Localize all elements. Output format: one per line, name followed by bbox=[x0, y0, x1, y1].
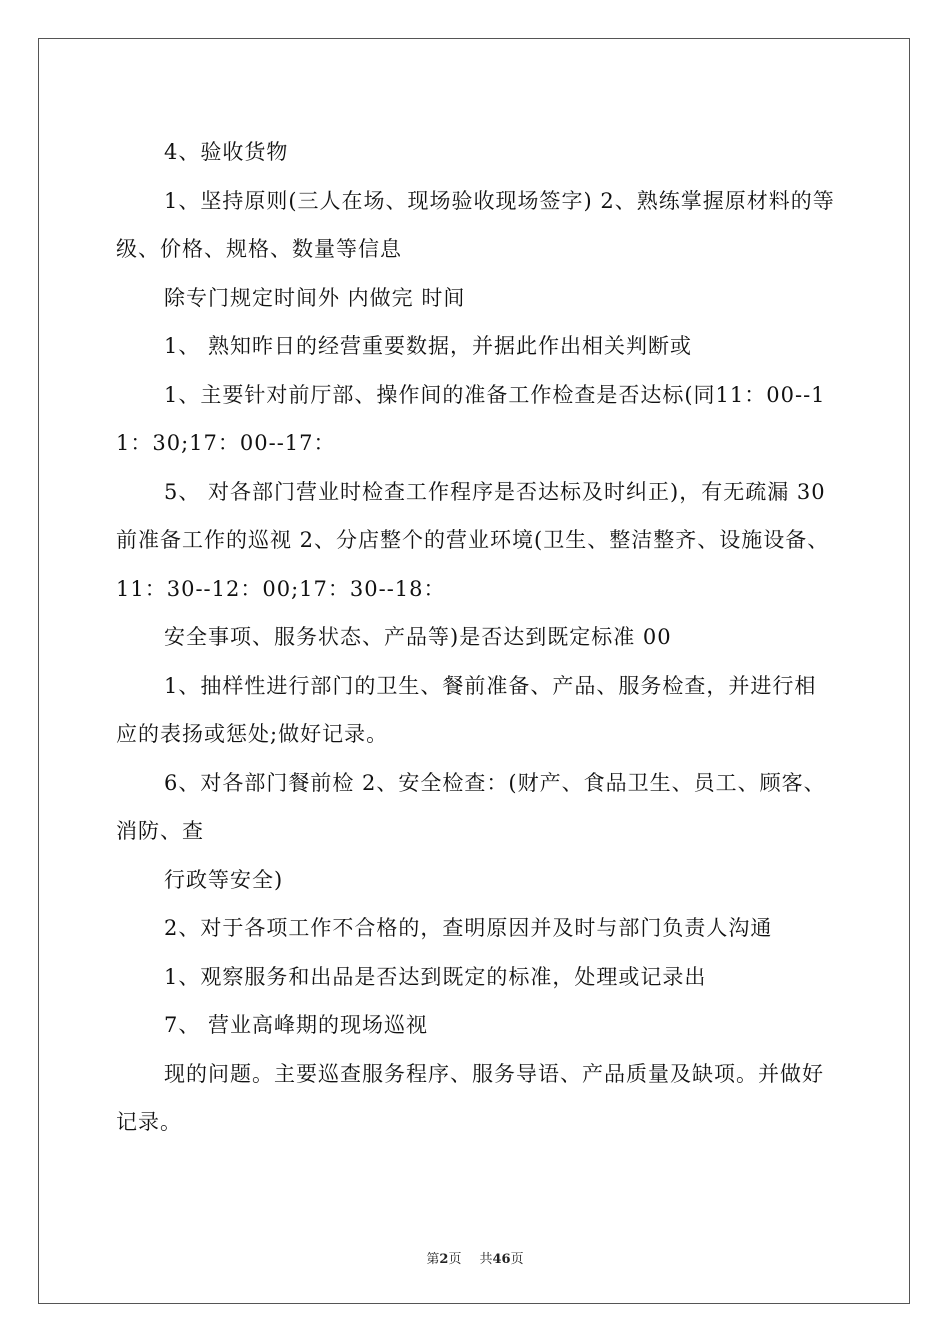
paragraph: 4、验收货物 bbox=[164, 140, 289, 164]
paragraph: 1、坚持原则(三人在场、现场验收现场签字) 2、熟练掌握原材料的等级、价格、规格、数量等信息 bbox=[116, 188, 835, 261]
paragraph: 5、 对各部门营业时检查工作程序是否达标及时纠正)，有无疏漏 30 前准备工作的巡视 2、分店整个的营业环境(卫生、整洁整齐、设施设备、11：30--12：00;17：30--18： bbox=[116, 479, 830, 601]
page-number: 2 bbox=[439, 1252, 449, 1267]
paragraph: 安全事项、服务状态、产品等)是否达到既定标准 00 bbox=[164, 625, 672, 649]
page-prefix: 第 bbox=[426, 1252, 440, 1267]
paragraph: 现的问题。主要巡查服务程序、服务导语、产品质量及缺项。并做好记录。 bbox=[116, 1061, 824, 1134]
paragraph: 除专门规定时间外 内做完 时间 bbox=[164, 285, 466, 310]
paragraph: 1、主要针对前厅部、操作间的准备工作检查是否达标(同11：00--11：30;17：00--17： bbox=[116, 382, 826, 455]
paragraph: 1、抽样性进行部门的卫生、餐前准备、产品、服务检查，并进行相应的表扬或惩处;做好记录。 bbox=[116, 673, 817, 746]
paragraph: 2、对于各项工作不合格的，查明原因并及时与部门负责人沟通 bbox=[164, 916, 773, 940]
page-suffix: 页 bbox=[448, 1252, 462, 1267]
paragraph: 1、观察服务和出品是否达到既定的标准，处理或记录出 bbox=[164, 964, 707, 989]
document-body bbox=[116, 128, 836, 1147]
total-suffix: 页 bbox=[510, 1252, 524, 1267]
paragraph: 1、 熟知昨日的经营重要数据，并据此作出相关判断或 bbox=[164, 334, 693, 358]
paragraph: 7、 营业高峰期的现场巡视 bbox=[164, 1013, 429, 1037]
paragraph: 6、对各部门餐前检 2、安全检查：(财产、食品卫生、员工、顾客、消防、查 bbox=[116, 770, 826, 843]
total-pages: 46 bbox=[492, 1252, 511, 1267]
paragraph: 行政等安全) bbox=[164, 867, 284, 892]
total-prefix: 共 bbox=[479, 1252, 493, 1267]
page-footer bbox=[0, 1248, 950, 1267]
